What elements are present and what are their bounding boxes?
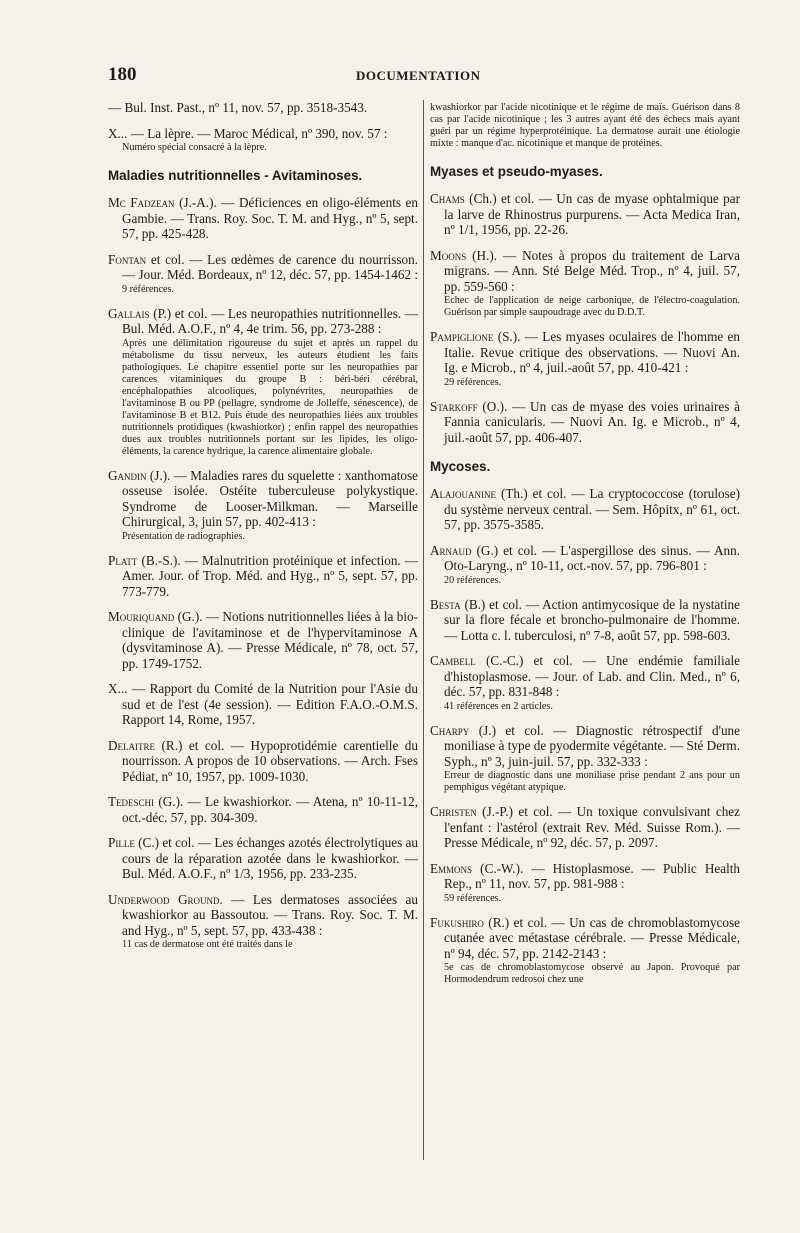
bibliography-entry (430, 915, 740, 987)
bibliography-entry (108, 126, 418, 155)
author-name: Charpy (430, 722, 470, 738)
entry-text: — Bul. Inst. Past., nº 11, nov. 57, pp. 3518-3543. (108, 100, 368, 115)
entry-text: (G.). — Notions nutritionnelles liées à la bio-clinique de l'avitaminose et de l'hypervitaminose A (dysvitaminose A). — Presse Médicale, nº 78, oct. 57, pp. 1749-1752. (122, 609, 418, 671)
author-name: Platt (108, 552, 138, 568)
author-name: Emmons (430, 860, 473, 876)
entry-text: (G.) et col. — L'aspergillose des sinus. — Ann. Oto-Laryng., nº 10-11, oct.-nov. 57, pp. 796-801 : (444, 542, 740, 573)
bibliography-entry (430, 597, 740, 644)
bibliography-entry (108, 892, 418, 952)
entry-text: (J.) et col. — Diagnostic rétrospectif d'une moniliase à type de pyodermite végétante. — Sté Derm. Syph., nº 3, juin-juil. 57, pp. 332-333 : (444, 722, 740, 769)
entry-annotation: 5e cas de chromoblastomycose observé au Japon. Provoqué par Hormodendrum redrosoi chez une (444, 962, 740, 985)
bibliography-entry (430, 399, 740, 446)
entry-text: (B.-S.). — Malnutrition protéinique et infection. — Amer. Jour. of Trop. Méd. and Hyg., nº 5, sept. 57, pp. 773-779. (122, 552, 418, 599)
entry-annotation: 9 références. (122, 283, 175, 295)
author-name: Mouriquand (108, 609, 175, 624)
entry-text: (C.-W.). — Histoplasmose. — Public Health Rep., nº 11, nov. 57, pp. 981-988 : (444, 860, 740, 891)
bibliography-entry (430, 723, 740, 795)
entry-text: (O.). — Un cas de myase des voies urinaires à Fannia canicularis. — Nuovi An. Ig. e Microb., nº 4, juil.-août 57, pp. 406-407. (444, 398, 740, 445)
entry-text: (J.). — Maladies rares du squelette : xanthomatose osseuse isolée. Ostéite tuberculeuse polykystique. Syndrome de Looser-Milkman. — Marseille Chirurgical, 3, juin 57, pp. 402-413 : (122, 467, 418, 529)
author-name: Underwood Ground (108, 891, 220, 907)
entry-text: (J.-A.). — Déficiences en oligo-éléments en Gambie. — Trans. Roy. Soc. T. M. and Hyg., nº 5, sept. 57, pp. 425-428. (122, 195, 418, 241)
bibliography-entry (430, 653, 740, 713)
bibliography-entry (108, 100, 418, 116)
bibliography-entry (108, 794, 418, 825)
entry-annotation: Présentation de radiographies. (122, 530, 246, 542)
section-heading: Mycoses. (430, 459, 491, 474)
bibliography-entry (430, 329, 740, 389)
entry-annotation: 29 références. (444, 376, 502, 388)
entry-annotation: 41 références en 2 articles. (444, 700, 553, 712)
entry-text: (P.) et col. — Les neuropathies nutritionnelles. — Bul. Méd. A.O.F., nº 4, 4e trim. 56, pp. 273-288 : (122, 305, 418, 336)
bibliography-entry (108, 195, 418, 242)
entry-annotation: 59 références. (444, 892, 502, 904)
bibliography-entry (108, 468, 418, 543)
entry-text: (R.) et col. — Un cas de chromoblastomycose cutanée avec métastase cérébrale. — Presse Médicale, nº 94, déc. 57, pp. 2142-2143 : (444, 914, 740, 961)
entry-annotation: 11 cas de dermatose ont été traités dans le (122, 939, 293, 950)
section-heading: Maladies nutritionnelles - Avitaminoses. (108, 168, 363, 183)
entry-text: (C.) et col. — Les échanges azotés électrolytiques au cours de la réparation azotée dans le kwashiorkor. — Bul. Méd. A.O.F., nº 1/3, 1956, pp. 233-235. (122, 835, 418, 881)
author-name: Gallais (108, 305, 150, 321)
author-name: Besta (430, 596, 461, 612)
right-column (430, 102, 740, 996)
entry-text: X... — Rapport du Comité de la Nutrition pour l'Asie du sud et de l'est (4e session). — Edition F.A.O.-O.M.S. Rapport 14, Rome, 1957. (108, 681, 418, 727)
page-header (108, 64, 748, 90)
left-column (108, 100, 418, 961)
page-number: 180 (108, 64, 137, 85)
running-title: DOCUMENTATION (356, 68, 481, 83)
author-name: Pille (108, 835, 135, 850)
author-name: Christen (430, 804, 477, 819)
entry-text: (G.). — Le kwashiorkor. — Atena, nº 10-11-12, oct.-déc. 57, pp. 304-309. (122, 794, 418, 825)
bibliography-entry (430, 861, 740, 905)
bibliography-entry (430, 543, 740, 587)
author-name: Gandin (108, 467, 147, 483)
author-name: Moons (430, 247, 467, 263)
author-name: Cambell (430, 653, 476, 668)
entry-text: (R.) et col. — Hypoprotidémie carentielle du nourrisson. A propos de 10 observations. — Arch. Fses Pédiat, nº 10, 1957, pp. 1009-1030. (122, 737, 418, 784)
author-name: Tedeschi (108, 794, 155, 809)
bibliography-entry (108, 681, 418, 728)
section-heading: Myases et pseudo-myases. (430, 164, 603, 179)
bibliography-entry (108, 553, 418, 600)
author-name: Alajouanine (430, 486, 497, 501)
author-name: Starkoff (430, 398, 478, 414)
author-name: Arnaud (430, 542, 472, 558)
entry-text: . — Les dermatoses associées au kwashiorkor au Bassoutou. — Trans. Roy. Soc. T. M. and Hyg., nº 5, sept. 57, pp. 433-438 : (122, 891, 418, 938)
author-name: Mc Fadzean (108, 195, 175, 210)
bibliography-entry (430, 486, 740, 533)
bibliography-entry (108, 306, 418, 458)
entry-annotation: Echec de l'application de neige carbonique, de l'électro-coagulation. Guérison par simple saupoudrage avec du D.D.T. (444, 295, 740, 318)
bibliography-entry (430, 804, 740, 851)
bibliography-entry (108, 835, 418, 882)
continued-note: kwashiorkor par l'acide nicotinique et le régime de maïs. Guérison dans 8 cas par l'acide nicotinique ; les 3 autres ayant été des échecs mais ayant guéri par un régime hyperprotéinique. La dermatose aurait une étiologie mixte : manque d'ac. nicotinique et manque de protéines. (430, 102, 740, 149)
bibliography-entry (108, 609, 418, 671)
entry-text: (Th.) et col. — La cryptococcose (torulose) du système nerveux central. — Sem. Hôpitx, nº 61, oct. 57, pp. 3575-3585. (444, 486, 740, 532)
author-name: Fukushiro (430, 914, 484, 930)
entry-text: (B.) et col. — Action antimycosique de la nystatine sur la flore fécale et broncho-pulmonaire de l'homme. — Lotta c. l. tuberculosi, nº 7-8, août 57, pp. 598-603. (444, 596, 740, 643)
entry-text: et col. — Les œdèmes de carence du nourrisson. — Jour. Méd. Bordeaux, nº 12, déc. 57, pp. 1454-1462 : (122, 251, 419, 282)
author-name: Fontan (108, 251, 147, 267)
bibliography-entry (430, 248, 740, 320)
entry-annotation: Erreur de diagnostic dans une moniliase prise pendant 2 ans pour un pemphigus végétant atypique. (444, 770, 740, 793)
column-divider (423, 100, 424, 1160)
bibliography-entry (108, 738, 418, 785)
entry-text: (C.-C.) et col. — Une endémie familiale d'histoplasmose. — Jour. of Lab. and Clin. Med., nº 6, déc. 57, pp. 831-848 : (444, 653, 740, 699)
bibliography-entry (430, 191, 740, 238)
entry-annotation: Numéro spécial consacré à la lèpre. (122, 142, 267, 153)
entry-text: X... — La lèpre. — Maroc Médical, nº 390, nov. 57 : (108, 125, 388, 141)
author-name: Chams (430, 191, 465, 206)
entry-text: (Ch.) et col. — Un cas de myase ophtalmique par la larve de Rhinostrus purpurens. — Acta Medica Iran, nº 1/1, 1956, pp. 22-26. (444, 191, 740, 237)
entry-text: (J.-P.) et col. — Un toxique convulsivant chez l'enfant : l'astérol (extrait Rev. Méd. Suisse Rom.). — Presse Médicale, nº 92, déc. 57, p. 2097. (444, 804, 740, 850)
entry-text: (S.). — Les myases oculaires de l'homme en Italie. Revue critique des observations. — Nuovi An. Ig. e Microb., nº 4, juil.-août 57, pp. 410-421 : (444, 329, 740, 375)
author-name: Pampiglione (430, 329, 494, 344)
bibliography-entry (108, 252, 418, 296)
entry-annotation: Après une délimitation rigoureuse du sujet et après un rappel du métabolisme du tissu nerveux, les auteurs étudient les faits pathologiques. Le chapitre essentiel porte sur les neuropathies par carences vitaminiques du groupe B : béri-béri cérébral, encéphalopathies alcooliques, polynévrites, neuropathies de l'avitaminose B ou PP (pellagre, syndrome de Jolleffe, sénescence), de l'avitaminose B et B12. Puis étude des neuropathies liées aux troubles nutritionnels protidiques (kwashiorkor) ; enfin rappel des neuropathies dues aux troubles nutritionnels portant sur les lipides, les oligo-éléments, la carence hydrique, la carence alimentaire globale. (122, 337, 418, 457)
entry-text: (H.). — Notes à propos du traitement de Larva migrans. — Ann. Sté Belge Méd. Trop., nº 4, juil. 57, pp. 559-560 : (444, 247, 740, 294)
author-name: Delaitre (108, 737, 156, 753)
entry-annotation: 20 références. (444, 574, 502, 586)
